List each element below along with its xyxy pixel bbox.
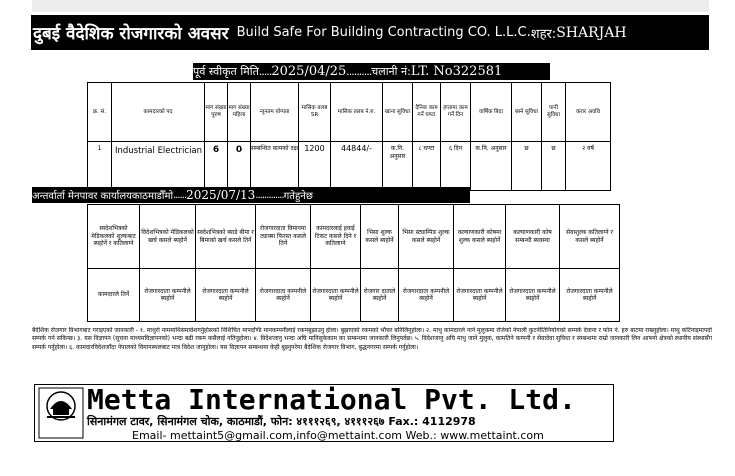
- fee-answer: रोजगारदाता कम्पनीले ब्यहोर्ने: [311, 269, 361, 322]
- ref-label: चलानी नं:: [371, 65, 411, 78]
- col-contract: करार अवधि: [566, 83, 611, 142]
- fee-answer: रोजगारदाता कम्पनीले ब्यहोर्ने: [560, 269, 620, 322]
- col-food: खाना सुविधा: [383, 83, 413, 142]
- col-accommodation: बस्ने सुविधा: [512, 83, 542, 142]
- cell-male: 6: [205, 142, 228, 191]
- cell-water: छ: [542, 142, 566, 191]
- job-table: [87, 82, 611, 191]
- interview-bar: अन्तर्वार्ता मेनपावर कार्यालयकाठमाडौँमो ...... 2025/07/13 ............. गतेहुनेछ: [32, 187, 470, 203]
- cell-sn: 1: [88, 142, 112, 191]
- fee-question: सेवाशुल्क कतिलाग्ने र कसले ब्यहोर्ने: [560, 205, 620, 269]
- fee-answer: रोजगारदाता कम्पनीले ब्यहोर्ने: [140, 269, 196, 322]
- approval-bar: पूर्व स्वीकृत मिति ..... 2025/04/25 .......... चलानी नं: LT. No322581: [193, 63, 550, 80]
- cell-female: 0: [228, 142, 251, 191]
- cell-food: क.नि. अनुसार: [383, 142, 413, 191]
- ref-number: LT. No322581: [410, 64, 503, 79]
- fee-question: विदेशभित्रको मेडिकलको खर्च कसले ब्यहोर्ने: [140, 205, 196, 269]
- interview-suffix: गतेहुनेछ: [283, 191, 313, 202]
- notice-text: बैदेशिक रोजगार विभागबाट गराइएको जानकारी - १. माथुरो नाममाथिसमावेशगर्नुहोसको निशिचित मापदण्डि मानकम्पनीलाई रकमबुझाउनु होला। बुझाएको रकमको भौचर बनिलिनुहोला। २. माथु कामदारले नाने मुलुकमा रोजेको नेपाली कुटनीतिनियोगको सम्पर्क देवाना र फोन नं. हरु बाटमा राख्नुहोला। माथु कटिनाइमापर्दा सम्पर्क गर्न सकिन्छ। ३. यस विज्ञापन (सूचना माध्यमविज्ञापनको) भन्दा बढी रकम कसैलाई नतिनुहोला। ४. विदेशजानु भन्दा अघि मानिसुकेकाम का सम्बन्धमा जानकारी लिनुपर्दछ। ५. विदेशजानु अघि माथु जाने मुलुक, कामतिने कम्पनी र सेवादेवा सुविधा र सम्बन्धमा राम्रो जानकारी लिन आफ्नो क्षेत्रको स्थानीय संस्थासँग सम्पर्क गर्नुहोला। ६. कामदारविदेशजाँदा नेपालको विमानस्थलबाट मात्र विदेश जानुहोला। यस विज्ञापन सम्बन्धमा केही बुझ्नुपरेमा बैदेशिक रोजगार विभाग, बुद्धनगरमा सम्पर्क गर्नुहोला।: [32, 327, 712, 351]
- fee-question: स्वदेशभित्रको ब्याडे बीमा र बिमाको खर्च कसले तिर्ने: [196, 205, 256, 269]
- cell-days: ६ दिन: [441, 142, 471, 191]
- col-qualification: न्यूनतम योग्यता: [251, 83, 299, 142]
- header-title: दुबई वैदेशिक रोजगारको अवसर: [33, 24, 229, 44]
- fee-answer: रोजगारदाता कम्पनीले ब्यहोर्ने: [256, 269, 311, 322]
- footer: [34, 384, 614, 442]
- cell-accommodation: छ: [512, 142, 542, 191]
- fee-answer: रोजगारदाता कम्पनीले ब्यहोर्ने: [454, 269, 506, 322]
- fee-question: भिसा शुल्क कसले ब्यहोर्ने: [361, 205, 399, 269]
- footer-company-name: Metta International Pvt. Ltd.: [87, 383, 576, 416]
- col-salary-npr: मासिक तलब ने.रु.: [331, 83, 383, 142]
- col-hours: दैनिक काम गर्ने घण्टा: [413, 83, 441, 142]
- fee-question: रोजगारदाता विमानमा ट्याक्स फिरस्त कसले तिर्ने: [256, 205, 311, 269]
- fee-table: [87, 204, 620, 322]
- fee-question: स्वदेशभित्रको मेडिकलको शुल्कबाट ब्यहोर्ने र कतिलाग्ने: [88, 205, 140, 269]
- fee-question: भिसा स्ट्याम्पिङ शुल्क कसले ब्यहोर्ने: [399, 205, 454, 269]
- approval-date-label: पूर्व स्वीकृत मिति: [193, 65, 259, 78]
- fee-question: कल्याणकारी कोष सम्बन्धी ब्यवस्था: [506, 205, 560, 269]
- fee-answer: रोजगार दाताले ब्यहोर्ने: [361, 269, 399, 322]
- fee-answer: रोजगारदाता कम्पनीले ब्यहोर्ने: [196, 269, 256, 322]
- fee-answer: रोजगारदाता कम्पनीले ब्यहोर्ने: [506, 269, 560, 322]
- top-strip: [32, 0, 709, 12]
- fee-question: कल्याणकारी कोषमा शुल्क कसले ब्यहोर्ने: [454, 205, 506, 269]
- cell-contract: २ वर्ष: [566, 142, 611, 191]
- col-water: पानी सुविधा: [542, 83, 566, 142]
- job-table-header: [88, 83, 611, 142]
- table-row: [88, 142, 611, 191]
- approval-date: 2025/04/25: [271, 64, 347, 79]
- footer-address: सिनामंगल टावर, सिनामंगल चोक, काठमाडौं, फोन: ४१११२६९, ४१११२६७ Fax.: 4112978: [87, 415, 476, 428]
- col-leave: वार्षिक बिदा: [471, 83, 512, 142]
- fee-answer: कामदारले तिर्ने: [88, 269, 140, 322]
- col-male: माग संख्या पुरुष: [205, 83, 228, 142]
- interview-date: 2025/07/13: [186, 188, 256, 202]
- fee-question: कामदारलाई हवाई टिकट कसले दिने र कतिलाग्ने: [311, 205, 361, 269]
- footer-contact: Email- mettaint5@gmail.com,info@mettaint.com Web.: www.mettaint.com: [132, 429, 544, 442]
- fee-questions-row: [88, 205, 620, 269]
- cell-hours: ८ घण्टा: [413, 142, 441, 191]
- interview-label: अन्तर्वार्ता मेनपावर कार्यालयकाठमाडौँमो: [32, 191, 174, 202]
- city: SHARJAH: [556, 24, 627, 41]
- col-sn: क्र. सं.: [88, 83, 112, 142]
- col-salary-sr: मासिक तलब SR: [299, 83, 331, 142]
- header-bar: [31, 15, 709, 50]
- company-name: Build Safe For Building Contracting CO. L.L.C.: [236, 25, 531, 40]
- cell-salary-npr: 44844/-: [331, 142, 383, 191]
- company-logo: [38, 387, 84, 439]
- fee-answer: रोजगारदाता कम्पनीले ब्यहोर्ने: [399, 269, 454, 322]
- cell-salary-sr: 1200: [299, 142, 331, 191]
- col-days: हप्तामा काम गर्ने दिन: [441, 83, 471, 142]
- cell-qualification: सम्बन्धित कामको दक्ष: [251, 142, 299, 191]
- col-position: कामदारको पद: [112, 83, 205, 142]
- fee-answers-row: [88, 269, 620, 322]
- cell-position: Industrial Electrician: [112, 142, 205, 191]
- city-label: शहर:: [530, 26, 557, 42]
- col-female: माग संख्या महिला: [228, 83, 251, 142]
- cell-leave: क.नि. अनुसार: [471, 142, 512, 191]
